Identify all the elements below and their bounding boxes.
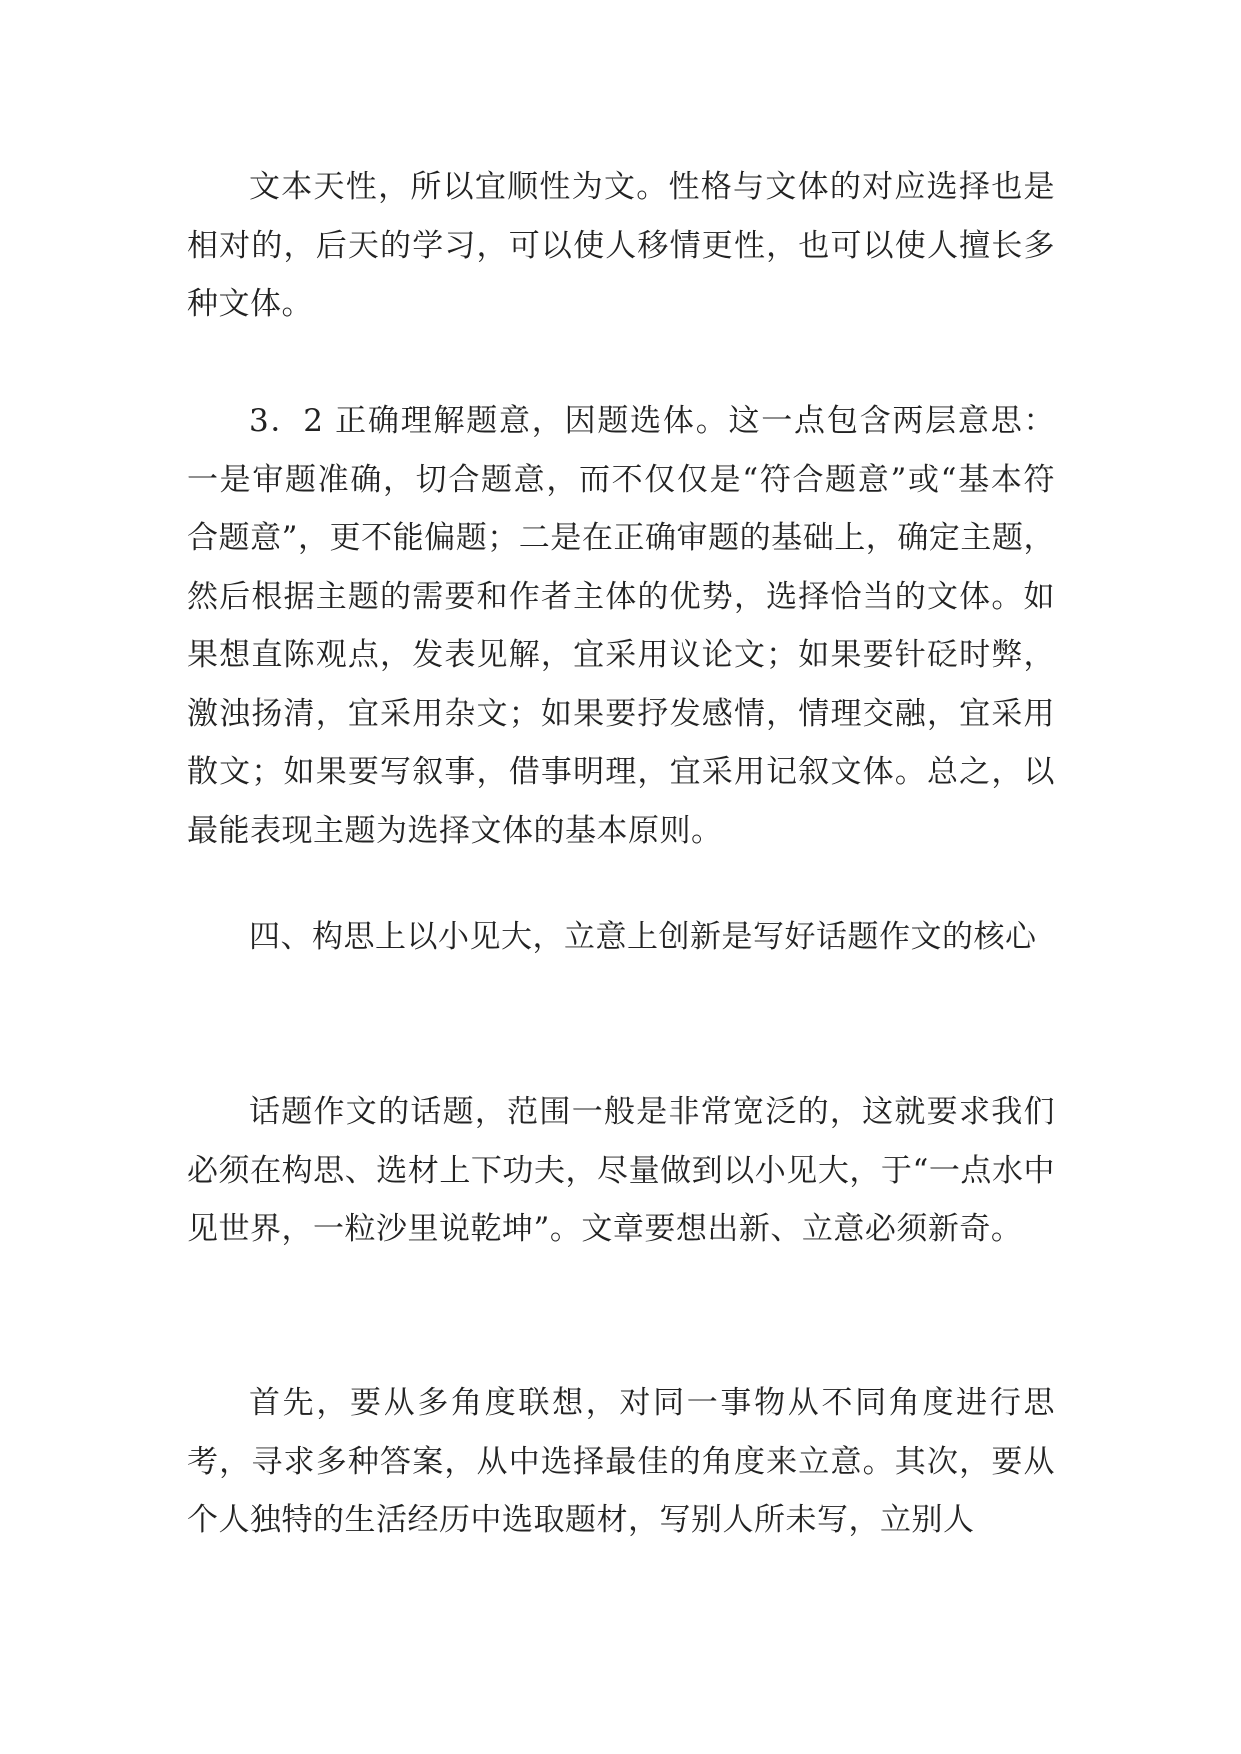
section-heading: 四、构思上以小见大，立意上创新是写好话题作文的核心 [249,919,1037,955]
body-paragraph: 文本天性，所以宜顺性为文。性格与文体的对应选择也是相对的，后天的学习，可以使人移情更性，也可以使人擅长多种文体。 [187,169,1055,322]
body-paragraph: 3．2 正确理解题意，因题选体。这一点包含两层意思：一是审题准确，切合题意，而不仅仅是“符合题意”或“基本符合题意”，更不能偏题；二是在正确审题的基础上，确定主题，然后根据主题的需要和作者主体的优势，选择恰当的文体。如果想直陈观点，发表见解，宜采用议论文；如果要针砭时弊，激浊扬清，宜采用杂文；如果要抒发感情，情理交融，宜采用散文；如果要写叙事，借事明理，宜采用记叙文体。总之，以最能表现主题为选择文体的基本原则。 [187,403,1055,849]
body-paragraph: 话题作文的话题，范围一般是非常宽泛的，这就要求我们必须在构思、选材上下功夫，尽量做到以小见大，于“一点水中见世界，一粒沙里说乾坤”。文章要想出新、立意必须新奇。 [187,1094,1055,1247]
body-paragraph: 首先，要从多角度联想，对同一事物从不同角度进行思考，寻求多种答案，从中选择最佳的角度来立意。其次，要从个人独特的生活经历中选取题材，写别人所未写，立别人 [187,1385,1055,1538]
